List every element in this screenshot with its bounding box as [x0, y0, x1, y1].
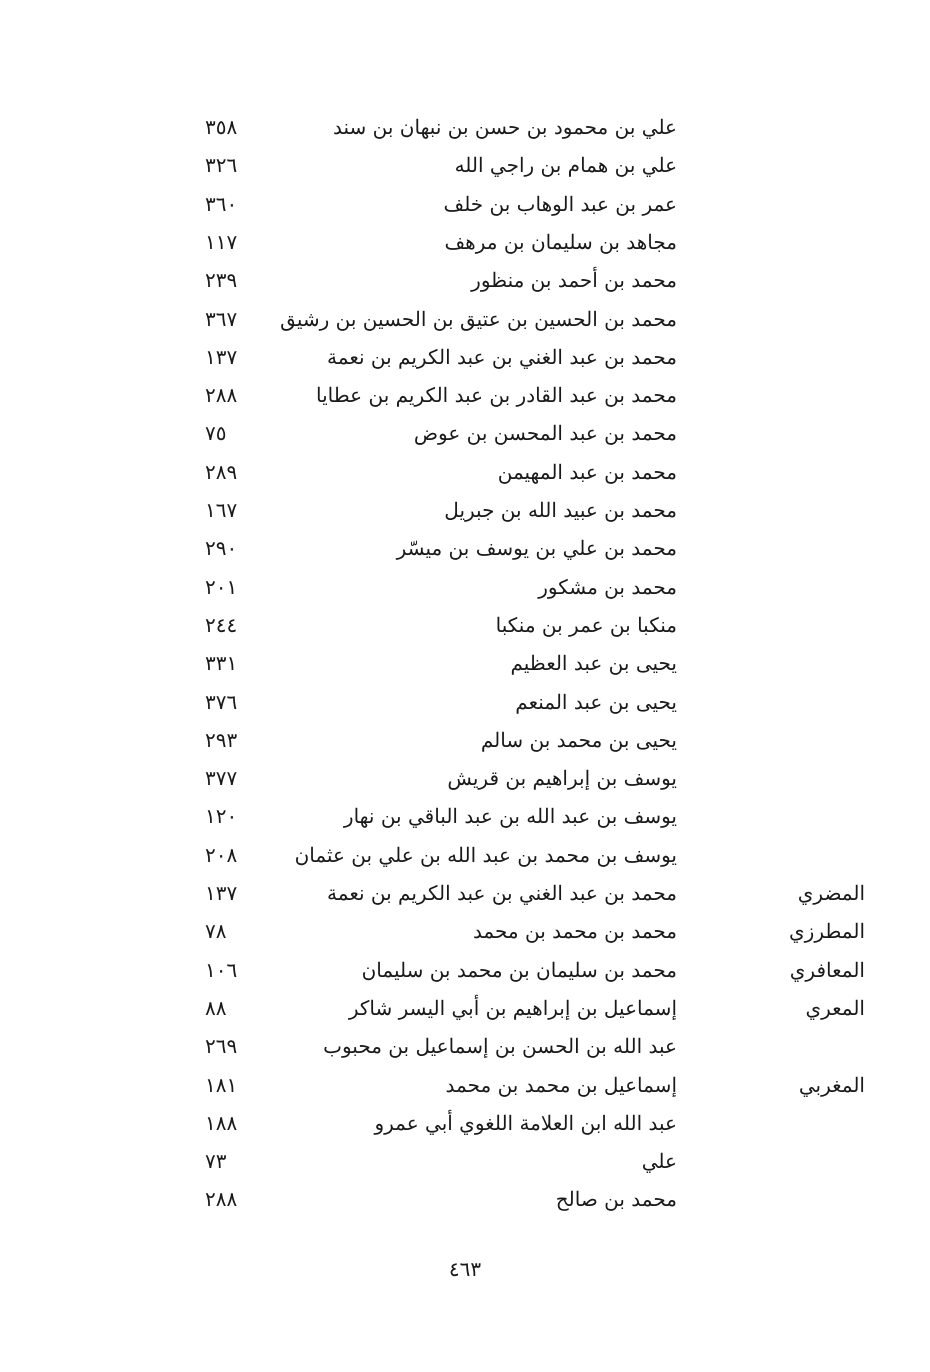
person-name: علي بن همام بن راجي الله — [454, 153, 677, 178]
index-entry-row — [0, 376, 930, 414]
index-entry-row — [0, 223, 930, 261]
index-entry-row — [0, 529, 930, 567]
nisba-label — [725, 491, 865, 529]
page-reference: ٢٦٩ — [205, 1034, 238, 1059]
page-reference: ٢٠٨ — [205, 842, 238, 867]
index-entry-row — [0, 912, 930, 950]
nisba-label — [725, 185, 865, 223]
index-entry-row — [0, 1180, 930, 1218]
page-reference: ١٦٧ — [205, 498, 238, 522]
nisba-label — [725, 683, 865, 721]
nisba-label: المطرزي — [789, 919, 865, 944]
nisba-label — [725, 1180, 865, 1218]
page-reference: ٢٠١ — [205, 574, 238, 599]
page-reference: ٢٣٩ — [205, 268, 238, 293]
person-name: محمد بن الحسين بن عتيق بن الحسين بن رشيق — [280, 306, 677, 331]
person-name: منكبا بن عمر بن منكبا — [495, 612, 677, 637]
index-entry-row — [0, 491, 930, 529]
nisba-label: المغربي — [798, 1072, 865, 1097]
index-entry-row — [0, 1027, 930, 1065]
person-name: محمد بن عبد الغني بن عبد الكريم بن نعمة — [327, 881, 677, 905]
person-name: محمد بن عبيد الله بن جبريل — [444, 498, 677, 522]
index-entry-row — [0, 261, 930, 299]
page-reference: ٣٧٦ — [205, 689, 238, 714]
person-name: يوسف بن عبد الله بن عبد الباقي بن نهار — [343, 804, 677, 829]
person-name: محمد بن سليمان بن محمد بن سليمان — [361, 957, 677, 982]
page-reference: ٢٤٤ — [205, 612, 238, 637]
page-reference: ٧٨ — [205, 919, 227, 944]
index-entry-row — [0, 146, 930, 184]
page-reference: ٧٣ — [205, 1149, 227, 1174]
page-reference: ٢٨٩ — [205, 459, 238, 484]
nisba-label: المعافري — [789, 957, 865, 982]
page-reference: ٢٨٨ — [205, 1187, 238, 1212]
nisba-label — [725, 759, 865, 797]
index-entry-row — [0, 989, 930, 1027]
nisba-label — [725, 414, 865, 452]
person-name: محمد بن مشكور — [538, 574, 677, 599]
person-name: علي — [641, 1149, 677, 1174]
nisba-label — [725, 146, 865, 184]
index-entry-row — [0, 185, 930, 223]
page-reference: ٢٩٣ — [205, 727, 238, 752]
nisba-label — [725, 376, 865, 414]
nisba-label — [725, 223, 865, 261]
page-reference: ١٣٧ — [205, 881, 238, 905]
page-reference: ٣٧٧ — [205, 766, 238, 791]
person-name: عبد الله بن الحسن بن إسماعيل بن محبوب — [323, 1034, 677, 1059]
index-entry-row — [0, 951, 930, 989]
person-name: محمد بن صالح — [555, 1187, 677, 1212]
page-reference: ٨٨ — [205, 995, 227, 1020]
person-name: محمد بن عبد المهيمن — [497, 459, 677, 484]
person-name: محمد بن عبد الغني بن عبد الكريم بن نعمة — [327, 344, 677, 369]
index-entry-row — [0, 683, 930, 721]
nisba-label — [725, 261, 865, 299]
index-entry-row — [0, 1066, 930, 1104]
index-entry-row — [0, 874, 930, 912]
page-reference: ١٢٠ — [205, 804, 238, 829]
person-name: محمد بن محمد بن محمد — [472, 919, 677, 944]
person-name: يحيى بن محمد بن سالم — [480, 727, 677, 752]
nisba-label — [725, 836, 865, 874]
person-name: محمد بن عبد القادر بن عبد الكريم بن عطايا — [316, 383, 677, 408]
page-reference: ١٨١ — [205, 1072, 238, 1097]
person-name: محمد بن عبد المحسن بن عوض — [413, 421, 677, 446]
index-entry-row — [0, 108, 930, 146]
person-name: يوسف بن محمد بن عبد الله بن علي بن عثمان — [294, 842, 677, 867]
index-entry-row — [0, 606, 930, 644]
nisba-label — [725, 338, 865, 376]
nisba-label — [725, 797, 865, 835]
nisba-label — [725, 453, 865, 491]
person-name: إسماعيل بن محمد بن محمد — [445, 1072, 677, 1097]
nisba-label — [725, 644, 865, 682]
person-name: يحيى بن عبد المنعم — [515, 689, 677, 714]
index-entry-row — [0, 1104, 930, 1142]
index-entry-row — [0, 300, 930, 338]
person-name: عمر بن عبد الوهاب بن خلف — [443, 191, 677, 216]
index-entry-row — [0, 759, 930, 797]
nisba-label: المعري — [805, 995, 865, 1020]
page-reference: ١٠٦ — [205, 957, 238, 982]
nisba-label — [725, 300, 865, 338]
index-entry-row — [0, 1142, 930, 1180]
nisba-label — [725, 568, 865, 606]
person-name: محمد بن أحمد بن منظور — [471, 268, 677, 293]
page-reference: ١١٧ — [205, 229, 238, 254]
page-reference: ٣٣١ — [205, 651, 238, 676]
person-name: إسماعيل بن إبراهيم بن أبي اليسر شاكر — [348, 995, 677, 1020]
page-reference: ٣٢٦ — [205, 153, 238, 178]
index-entry-row — [0, 453, 930, 491]
page-reference: ٣٥٨ — [205, 115, 238, 139]
page-reference: ٣٦٠ — [205, 191, 238, 216]
nisba-label — [725, 529, 865, 567]
page-number: ٤٦٣ — [448, 1257, 482, 1281]
index-entry-row — [0, 836, 930, 874]
page-reference: ٣٦٧ — [205, 306, 238, 331]
index-entry-row — [0, 338, 930, 376]
index-entry-row — [0, 568, 930, 606]
person-name: مجاهد بن سليمان بن مرهف — [444, 229, 677, 254]
page-reference: ١٨٨ — [205, 1110, 238, 1135]
nisba-label — [725, 1142, 865, 1180]
index-entry-row — [0, 414, 930, 452]
nisba-label — [725, 1027, 865, 1065]
nisba-label — [725, 108, 865, 146]
index-entry-row — [0, 644, 930, 682]
page-reference: ١٣٧ — [205, 344, 238, 369]
nisba-label — [725, 1104, 865, 1142]
nisba-label — [725, 721, 865, 759]
page-reference: ٢٨٨ — [205, 383, 238, 408]
page-reference: ٧٥ — [205, 421, 227, 446]
person-name: عبد الله ابن العلامة اللغوي أبي عمرو — [374, 1110, 677, 1135]
person-name: يوسف بن إبراهيم بن قريش — [447, 766, 677, 791]
nisba-label — [725, 606, 865, 644]
person-name: يحيى بن عبد العظيم — [510, 651, 677, 676]
person-name: محمد بن علي بن يوسف بن ميسّر — [396, 536, 677, 561]
index-entry-row — [0, 797, 930, 835]
nisba-label: المضري — [797, 881, 865, 905]
person-name: علي بن محمود بن حسن بن نبهان بن سند — [333, 115, 677, 139]
index-entry-row — [0, 721, 930, 759]
page-reference: ٢٩٠ — [205, 536, 238, 561]
